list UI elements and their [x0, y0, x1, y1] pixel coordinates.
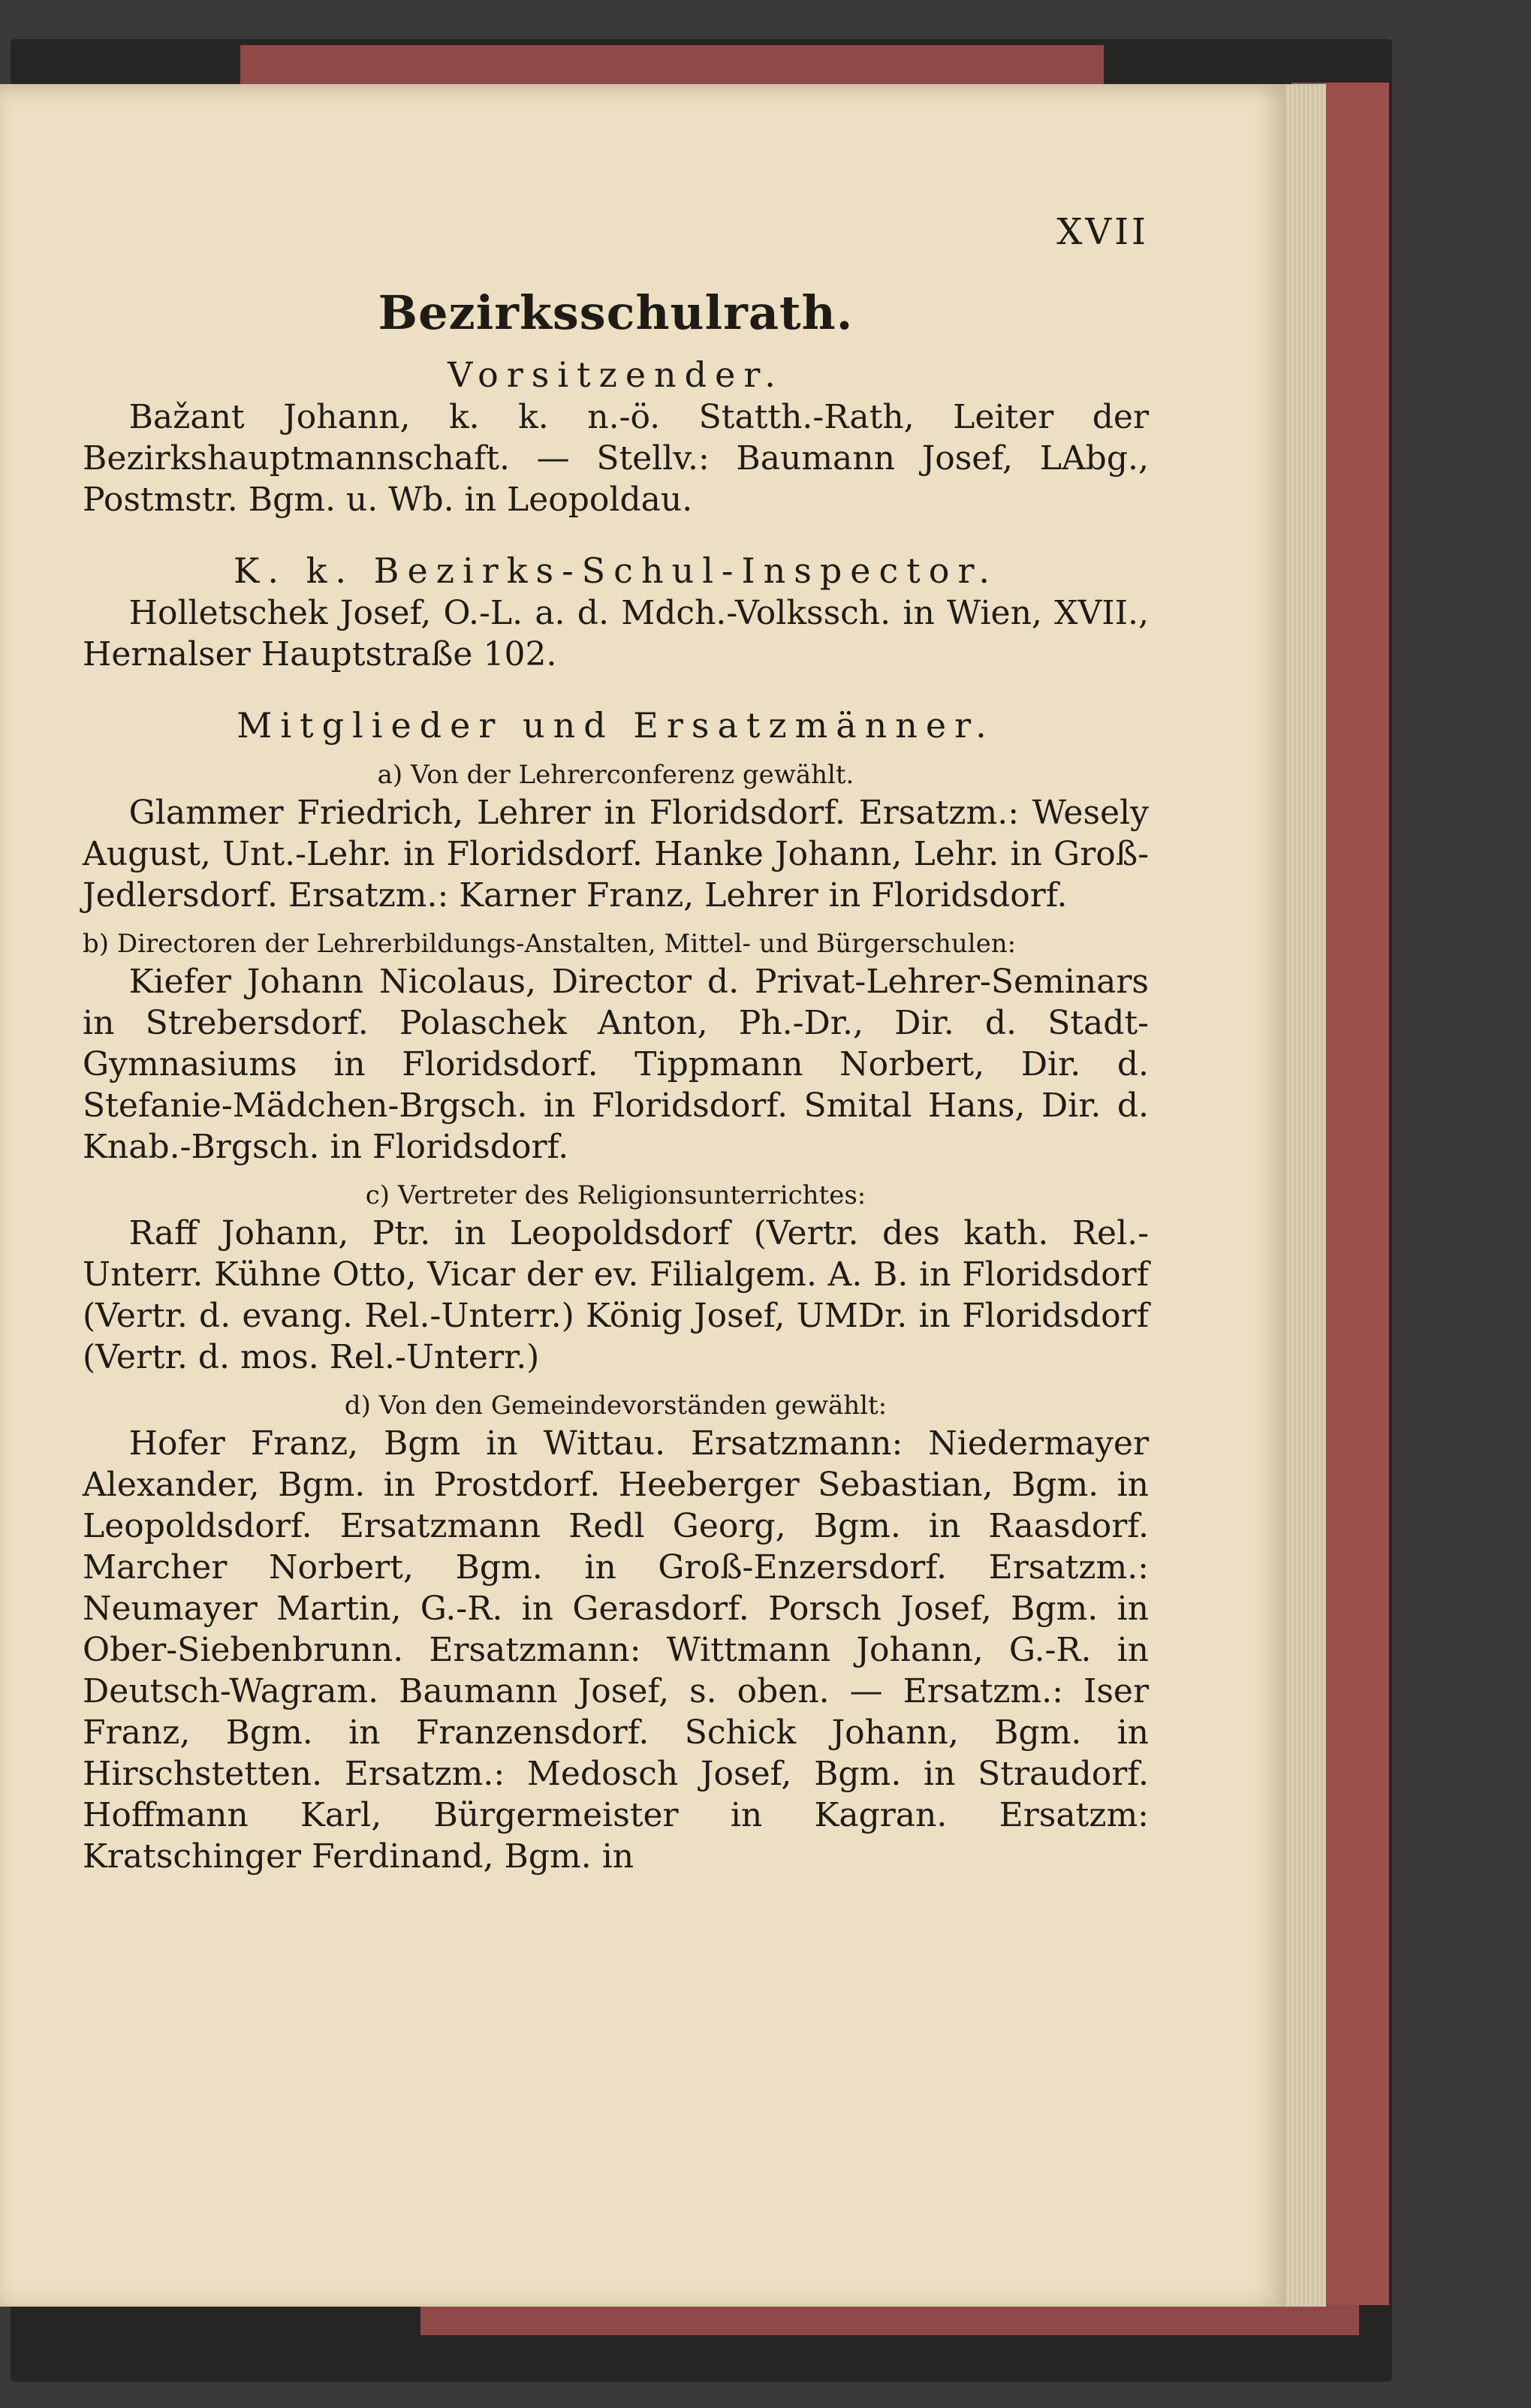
paragraph-inspector: Holletschek Josef, O.-L. a. d. Mdch.-Volkssch. in Wien, XVII., Hernalser Hauptstraße 102. — [83, 594, 1149, 674]
page-number: XVII — [1056, 211, 1149, 253]
book-page — [0, 84, 1285, 2307]
page-edges — [1282, 84, 1326, 2307]
heading-vorsitzender: Vorsitzender. — [448, 354, 784, 395]
heading-inspector: K. k. Bezirks-Schul-Inspector. — [233, 550, 999, 591]
paragraph-b: Kiefer Johann Nicolaus, Director d. Privat-Lehrer-Seminars in Strebersdorf. Polaschek Anton, Ph.-Dr., Dir. d. Stadt-Gymnasiums in Floridsdorf. Tippmann Norbert, Dir. d. Stefanie-Mädchen-Brgsch. in Floridsdorf. Smital Hans, Dir. d. Knab.-Brgsch. in Floridsdorf. — [83, 963, 1149, 1166]
subheading-b: b) Directoren der Lehrerbildungs-Anstalten, Mittel- und Bürgerschulen: — [83, 929, 1017, 959]
paragraph-c: Raff Johann, Ptr. in Leopoldsdorf (Vertr. des kath. Rel.-Unterr. Kühne Otto, Vicar der ev. Filialgem. A. B. in Floridsdorf (Vertr. d. evang. Rel.-Unterr.) König Josef, UMDr. in Floridsdorf (Vertr. d. mos. Rel.-Unterr.) — [83, 1214, 1149, 1376]
subheading-d: d) Von den Gemeindevorständen gewählt: — [344, 1391, 888, 1421]
page-text — [83, 212, 1149, 1877]
paragraph-vorsitzender: Bažant Johann, k. k. n.-ö. Statth.-Rath, Leiter der Bezirkshauptmannschaft. — Stellv.: Baumann Josef, LAbg., Postmstr. Bgm. u. Wb. in Leopoldau. — [83, 398, 1149, 519]
paragraph-d: Hofer Franz, Bgm in Wittau. Ersatzmann: Niedermayer Alexander, Bgm. in Prostdorf. Heeberger Sebastian, Bgm. in Leopoldsdorf. Ersatzmann Redl Georg, Bgm. in Raasdorf. Marcher Norbert, Bgm. in Groß-Enzersdorf. Ersatzm.: Neumayer Martin, G.-R. in Gerasdorf. Porsch Josef, Bgm. in Ober-Siebenbrunn. Ersatzmann: Wittmann Johann, G.-R. in Deutsch-Wagram. Baumann Josef, s. oben. — Ersatzm.: Iser Franz, Bgm. in Franzensdorf. Schick Johann, Bgm. in Hirschstetten. Ersatzm.: Medosch Josef, Bgm. in Straudorf. Hoffmann Karl, Bürgermeister in Kagran. Ersatzm: Kratschinger Ferdinand, Bgm. in — [83, 1424, 1149, 1876]
subheading-c: c) Vertreter des Religionsunterrichtes: — [365, 1180, 866, 1210]
subheading-a: a) Von der Lehrerconferenz gewählt. — [377, 760, 854, 790]
cover-edge-top — [240, 45, 1104, 90]
heading-mitglieder: Mitglieder und Ersatzmänner. — [237, 705, 995, 746]
page-title: Bezirksschulrath. — [378, 285, 854, 340]
paragraph-a: Glammer Friedrich, Lehrer in Floridsdorf. Ersatzm.: Wesely August, Unt.-Lehr. in Floridsdorf. Hanke Johann, Lehr. in Groß-Jedlersdorf. Ersatzm.: Karner Franz, Lehrer in Floridsdorf. — [83, 794, 1149, 915]
